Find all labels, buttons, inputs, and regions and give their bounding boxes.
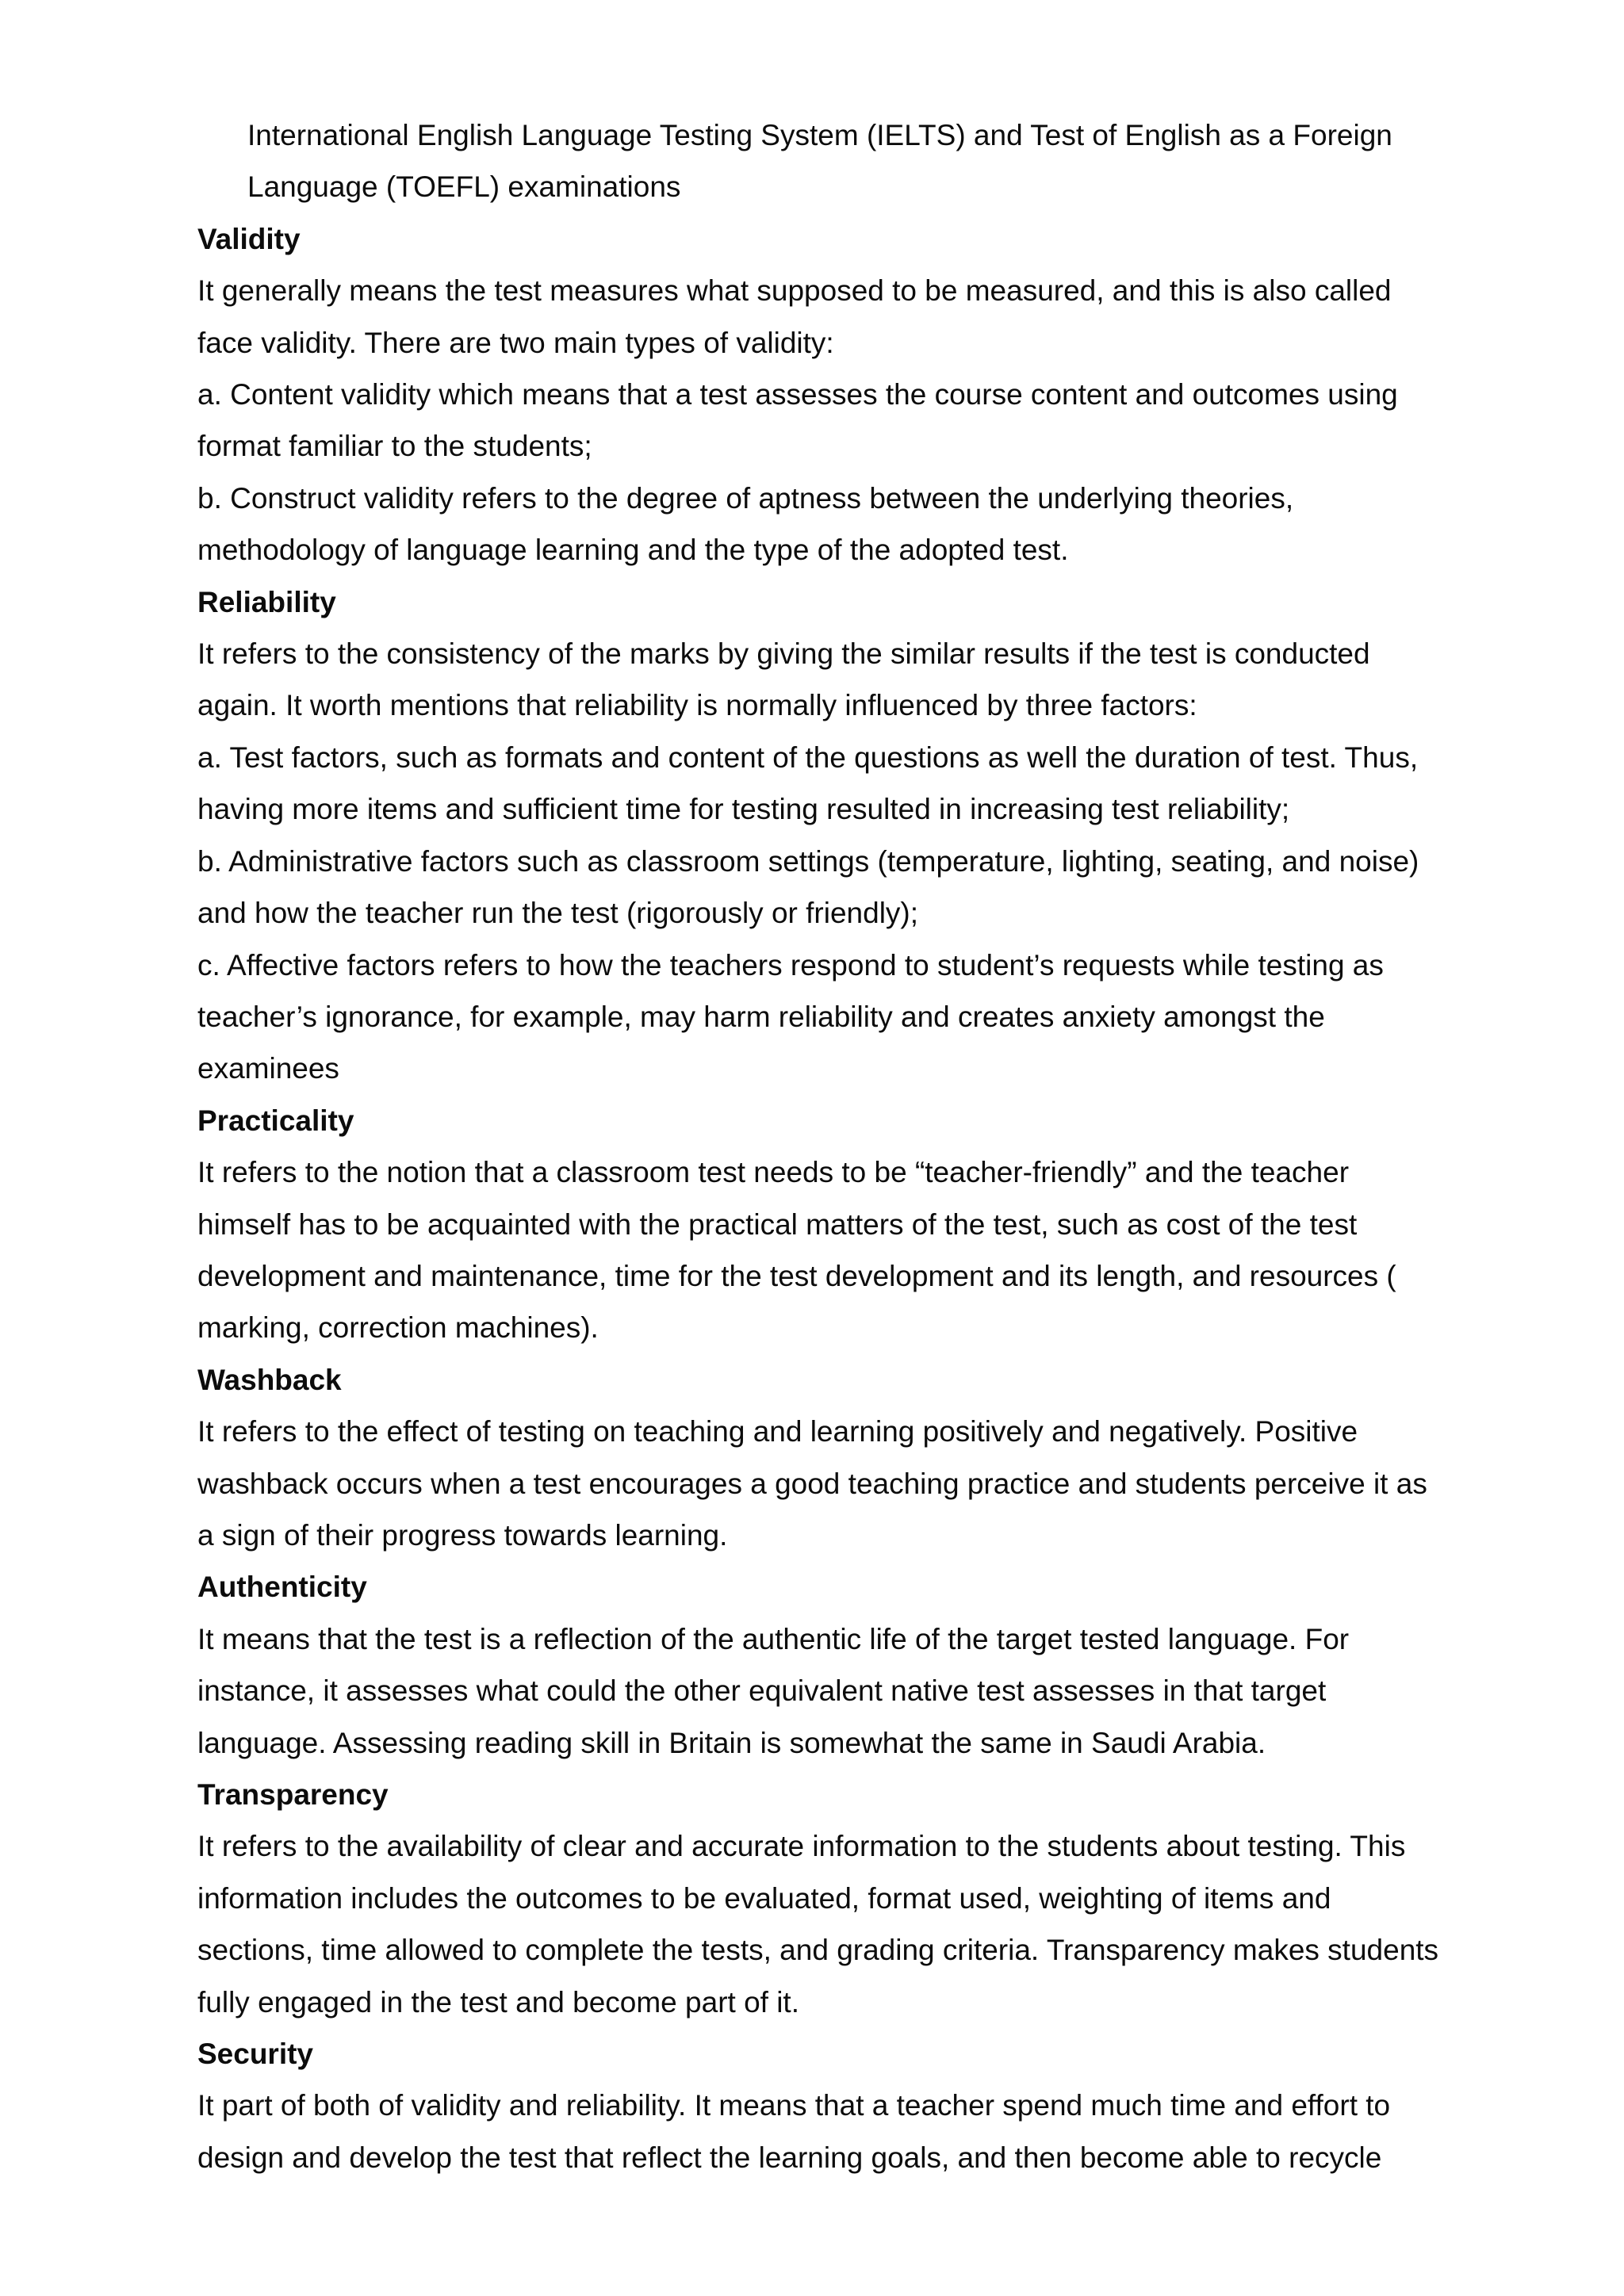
section-paragraph: It generally means the test measures what supposed to be measured, and this is also called face validity. There are two main types of validity: [197,274,1392,359]
section-paragraph: b. Construct validity refers to the degree of aptness between the underlying theories, methodology of language learning and the type of the adopted test. [197,481,1294,567]
section-security [197,2028,1442,2183]
section-paragraph: c. Affective factors refers to how the teachers respond to student’s requests while testing as teacher’s ignorance, for example, may harm reliability and creates anxiety amongst the examinees [197,948,1384,1085]
section-paragraph: It refers to the effect of testing on teaching and learning positively and negatively. Positive washback occurs when a test encourages a good teaching practice and students perceive it as a sign of their progress towards learning. [197,1415,1427,1552]
section-paragraph: b. Administrative factors such as classroom settings (temperature, lighting, seating, and noise) and how the teacher run the test (rigorously or friendly); [197,844,1419,930]
section-heading: Transparency [197,1778,389,1811]
section-paragraph: It refers to the notion that a classroom test needs to be “teacher-friendly” and the teacher himself has to be acquainted with the practical matters of the test, such as cost of the test development and maintenance, time for the test development and its length, and resources ( marking, correction machines). [197,1156,1396,1345]
section-paragraph: a. Test factors, such as formats and content of the questions as well the duration of test. Thus, having more items and sufficient time for testing resulted in increasing test reliability; [197,740,1419,826]
section-heading: Washback [197,1363,342,1396]
section-heading: Practicality [197,1104,354,1137]
section-validity [197,213,1442,576]
document-page [197,109,1442,2183]
section-paragraph: a. Content validity which means that a test assesses the course content and outcomes using format familiar to the students; [197,378,1398,463]
section-heading: Security [197,2038,314,2071]
section-paragraph: It refers to the availability of clear and accurate information to the students about testing. This information includes the outcomes to be evaluated, format used, weighting of items and sections, time allowed to complete the tests, and grading criteria. Transparency makes students fully engaged in the test and become part of it. [197,1830,1439,2019]
section-transparency [197,1769,1442,2028]
section-paragraph: It means that the test is a reflection of the authentic life of the target tested language. For instance, it assesses what could the other equivalent native test assesses in that target language. Assessing reading skill in Britain is somewhat the same in Saudi Arabia. [197,1622,1350,1759]
section-heading: Reliability [197,585,336,618]
section-washback [197,1354,1442,1562]
section-heading: Authenticity [197,1571,367,1604]
section-paragraph: It refers to the consistency of the marks by giving the similar results if the test is conducted again. It worth mentions that reliability is normally influenced by three factors: [197,637,1370,722]
section-reliability [197,576,1442,1095]
section-practicality [197,1095,1442,1354]
section-heading: Validity [197,222,301,255]
intro-paragraph: International English Language Testing System (IELTS) and Test of English as a Foreign Language (TOEFL) examinations [247,119,1392,204]
section-authenticity [197,1561,1442,1769]
section-paragraph: It part of both of validity and reliability. It means that a teacher spend much time and effort to design and develop the test that reflect the learning goals, and then become able to recycle [197,2089,1391,2174]
